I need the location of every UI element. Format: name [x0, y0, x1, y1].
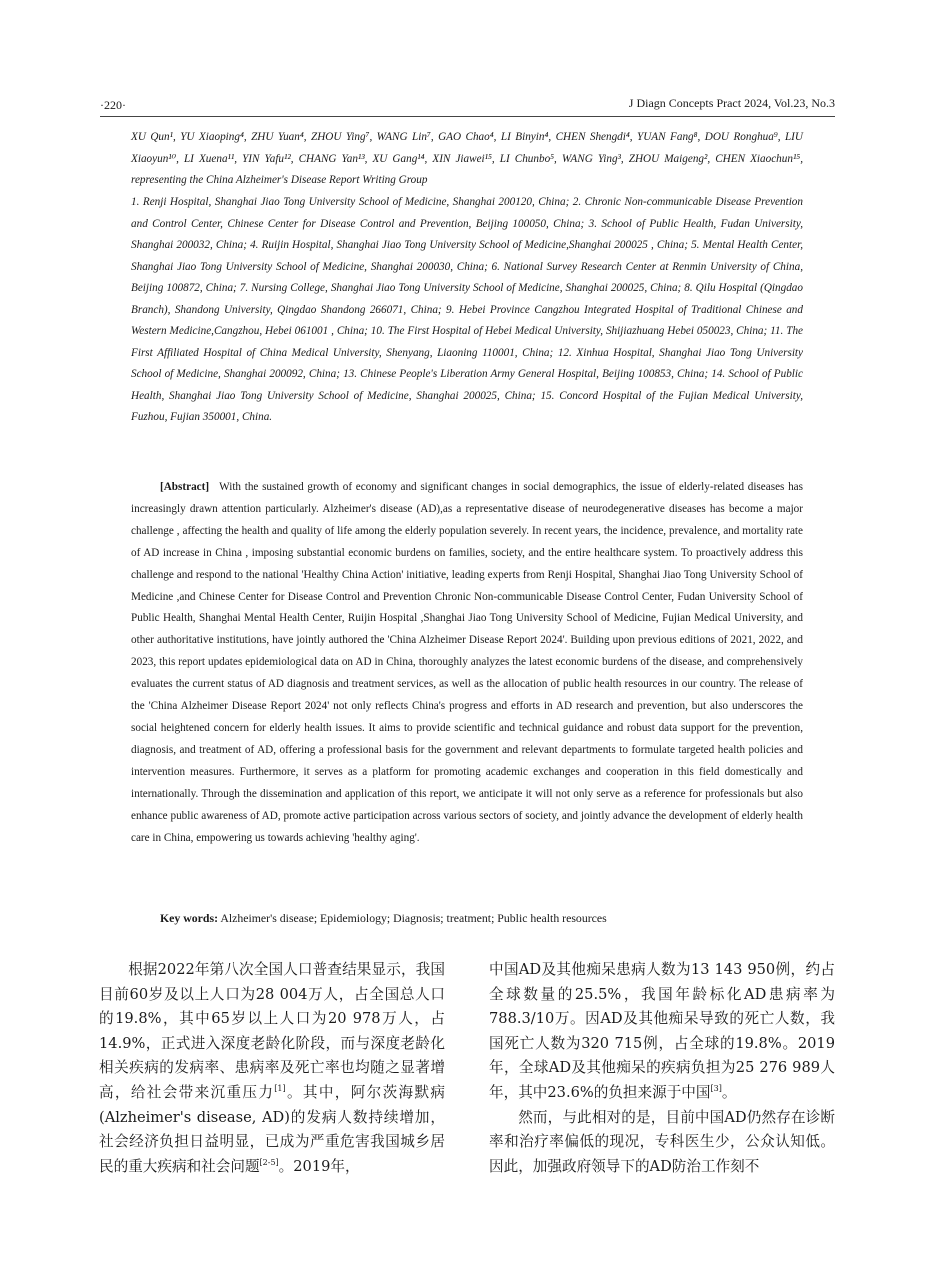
running-header [100, 96, 835, 117]
affiliation-list: 1. Renji Hospital, Shanghai Jiao Tong University School of Medicine, Shanghai 200120, China; 2. Chronic Non-communicable Disease Prevention and Control Center, Chinese Center for Disease Control and Prevention, Beijing 100050, China; 3. School of Public Health, Fudan University, Shanghai 200032, China; 4. Ruijin Hospital, Shanghai Jiao Tong University School of Medicine,Shanghai 200025 , China; 5. Mental Health Center, Shanghai Jiao Tong University School of Medicine, Shanghai 200030, China; 6. National Survey Research Center at Renmin University of China, Beijing 100872, China; 7. Nursing College, Shanghai Jiao Tong University School of Medicine, Shanghai 200025, China; 8. Qilu Hospital (Qingdao Branch), Shandong University, Qingdao Shandong 266071, China; 9. Hebei Province Cangzhou Integrated Hospital of Traditional Chinese and Western Medicine,Cangzhou, Hebei 061001 , China; 10. The First Hospital of Hebei Medical University, Shijiazhuang Hebei 050023, China; 11. The First Affiliated Hospital of China Medical University, Shenyang, Liaoning 110001, China; 12. Xinhua Hospital, Shanghai Jiao Tong University School of Medicine, Shanghai 200092, China; 13. Chinese People's Liberation Army General Hospital, Beijing 100853, China; 14. School of Public Health, Shanghai Jiao Tong University School of Medicine, Shanghai 200025, China; 15. Concord Hospital of the Fujian Medical University, Fuzhou, Fujian 350001, China. [131, 196, 803, 423]
body-paragraph [489, 958, 835, 1106]
body-text: 。 [721, 1083, 737, 1101]
page-number: ·220· [100, 98, 126, 112]
body-text: 。其中，阿尔茨海默病(Alzheimer's disease, AD)的发病人数持续增加，社会经济负担日益明显，已成为严重危害我国城乡居民的重大疾病和社会问题 [99, 1083, 445, 1175]
body-text: 。2019年， [278, 1157, 360, 1175]
journal-reference: J Diagn Concepts Pract 2024, Vol.23, No.3 [628, 96, 835, 110]
citation[interactable]: [2-5] [259, 1157, 279, 1167]
author-list: XU Qun¹, YU Xiaoping⁴, ZHU Yuan⁴, ZHOU Ying⁷, WANG Lin⁷, GAO Chao⁴, LI Binyin⁴, CHEN Shengdi⁴, YUAN Fang⁸, DOU Ronghua⁹, LIU Xiaoyun¹⁰, LI Xuena¹¹, YIN Yafu¹², CHANG Yan¹³, XU Gang¹⁴, XIN Jiawei¹⁵, LI Chunbo⁵, WANG Ying³, ZHOU Maigeng², CHEN Xiaochun¹⁵, representing the China Alzheimer's Disease Report Writing Group [131, 131, 803, 186]
body-text: 中国AD及其他痴呆患病人数为13 143 950例，约占全球数量的25.5%，我国年龄标化AD患病率为788.3/10万。因AD及其他痴呆导致的死亡人数，我国死亡人数为320 715例，占全球的19.8%。2019年，全球AD及其他痴呆的疾病负担为25 276 989人年，其中23.6%的负担来源于中国 [489, 961, 835, 1101]
body-text: 然而，与此相对的是，目前中国AD仍然存在诊断率和治疗率偏低的现况，专科医生少，公众认知低。因此，加强政府领导下的AD防治工作刻不 [489, 1108, 835, 1175]
keywords-text: Alzheimer's disease; Epidemiology; Diagnosis; treatment; Public health resources [220, 911, 607, 925]
body-column-right [489, 958, 835, 1179]
citation[interactable]: [1] [274, 1084, 286, 1094]
abstract-text: With the sustained growth of economy and significant changes in social demographics, the issue of elderly-related diseases has increasingly drawn attention particularly. Alzheimer's disease (AD),as a representative disease of neurodegenerative diseases has become a major challenge , affecting the health and quality of life among the elderly population severely. In recent years, the incidence, prevalence, and mortality rate of AD increase in China , imposing substantial economic burdens on families, society, and the entire healthcare system. To proactively address this challenge and respond to the national 'Healthy China Action' initiative, leading experts from Renji Hospital, Shanghai Jiao Tong University School of Medicine ,and Chinese Center for Disease Control and Prevention Chronic Non-communicable Disease Control Center, Fudan University School of Public Health, Shanghai Mental Health Center, Ruijin Hospital ,Shanghai Jiao Tong University School of Medicine, Fujian Medical University, and other authoritative institutions, have jointly authored the 'China Alzheimer Disease Report 2024'. Building upon previous editions of 2021, 2022, and 2023, this report updates epidemiological data on AD in China, thoroughly analyzes the latest economic burdens of the disease, and comprehensively evaluates the current status of AD diagnosis and treatment services, as well as the allocation of public health resources in our country. The release of the 'China Alzheimer Disease Report 2024' not only reflects China's progress and efforts in AD research and prevention, but also underscores the social heightened concern for elderly health issues. It aims to provide scientific and technical guidance and robust data support for the prevention, diagnosis, and treatment of AD, offering a professional basis for the government and relevant departments to formulate targeted health policies and intervention measures. Furthermore, it serves as a platform for promoting academic exchanges and cooperation in this field domestically and internationally. Through the dissemination and application of this report, we anticipate it will not only serve as a reference for professionals but also enhance public awareness of AD, promote active participation across various sectors of society, and jointly advance the development of elderly health care in China, empowering us towards achieving 'healthy aging'. [131, 481, 803, 844]
body-text: 根据2022年第八次全国人口普查结果显示，我国目前60岁及以上人口为28 004万人，占全国总人口的19.8%，其中65岁以上人口为20 978万人，占14.9%，正式进入深度老龄化阶段，而与深度老龄化相关疾病的发病率、患病率及死亡率也均随之显著增高，给社会带来沉重压力 [99, 961, 445, 1101]
abstract-label: [Abstract] [160, 481, 210, 493]
citation[interactable]: [3] [710, 1084, 722, 1094]
keywords-label: Key words: [160, 911, 218, 925]
keywords [160, 911, 800, 926]
body-paragraph [99, 958, 445, 1179]
body-column-left [99, 958, 445, 1179]
abstract [131, 477, 803, 849]
body-paragraph [489, 1106, 835, 1180]
